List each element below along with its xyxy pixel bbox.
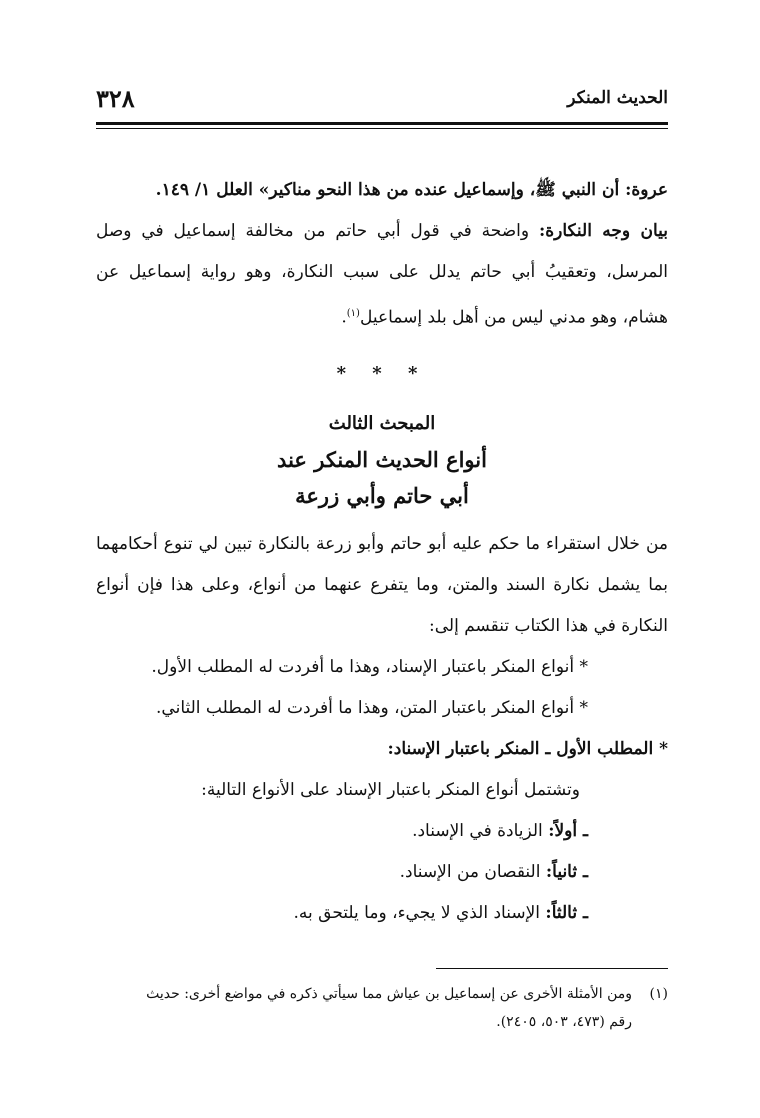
footnote-rule <box>436 968 668 969</box>
type-2-text: النقصان من الإسناد. <box>399 861 546 882</box>
footnote-ref[interactable]: (١) <box>346 308 360 319</box>
type-item-3 <box>96 893 668 934</box>
footnote-line1: ومن الأمثلة الأخرى عن إسماعيل بن عياش مما سيأتي ذكره في مواضع أخرى: حديث <box>146 986 632 1002</box>
footnotes <box>96 980 668 1036</box>
footnote-1 <box>96 980 668 1008</box>
nakara-paragraph <box>96 211 668 339</box>
intro-line: عروة: أن النبي ﷺ، وإسماعيل عنده من هذا النحو مناكير» العلل ١/ ١٤٩. <box>155 180 668 200</box>
type-item-2 <box>96 852 668 893</box>
section-separator: * * * <box>336 362 428 384</box>
header-rule-thick <box>96 122 668 125</box>
type-item-1 <box>96 811 668 852</box>
type-1-label: ـ أولاً: <box>548 820 588 841</box>
nakara-end: . <box>341 307 347 328</box>
types-intro: وتشتمل أنواع المنكر باعتبار الإسناد على الأنواع التالية: <box>201 779 580 800</box>
page-number: ٣٢٨ <box>96 84 135 113</box>
type-3-label: ـ ثالثاً: <box>545 902 588 923</box>
type-3-text: الإسناد الذي لا يجيء، وما يلتحق به. <box>293 902 546 923</box>
body-text <box>96 170 668 934</box>
header-rule-thin <box>96 128 668 129</box>
bullet-isnad: * أنواع المنكر باعتبار الإسناد، وهذا ما أفردت له المطلب الأول. <box>151 656 588 677</box>
section-heading-line1: المبحث الثالث <box>328 412 436 434</box>
subheading-first-matlab: * المطلب الأول ـ المنكر باعتبار الإسناد: <box>387 738 668 759</box>
section-heading <box>96 406 668 514</box>
bullet-matn: * أنواع المنكر باعتبار المتن، وهذا ما أفردت له المطلب الثاني. <box>156 697 588 718</box>
nakara-text: واضحة في قول أبي حاتم من مخالفة إسماعيل في وصل المرسل، وتعقيبُ أبي حاتم يدلل على سبب النكارة، وهو رواية إسماعيل عن هشام، وهو مدني ليس من أهل بلد إسماعيل <box>96 221 668 328</box>
book-page <box>96 0 668 1118</box>
running-title: الحديث المنكر <box>567 88 668 108</box>
intro-paragraph: من خلال استقراء ما حكم عليه أبو حاتم وأبو زرعة بالنكارة تبين لي تنوع أحكامهما بما يشمل نكارة السند والمتن، وما يتفرع عنهما من أنواع، وعلى هذا فإن أنواع النكارة في هذا الكتاب تنقسم إلى: <box>96 533 668 636</box>
footnote-line2: رقم (٤٧٣، ٥٠٣، ٢٤٠٥). <box>496 1014 632 1030</box>
type-1-text: الزيادة في الإسناد. <box>412 820 549 841</box>
section-heading-line3: أبي حاتم وأبي زرعة <box>295 482 469 508</box>
type-2-label: ـ ثانياً: <box>545 861 588 882</box>
section-heading-line2: أنواع الحديث المنكر عند <box>277 446 487 472</box>
footnote-number: (١) <box>649 986 668 1002</box>
running-header <box>96 84 668 120</box>
nakara-label: بيان وجه النكارة: <box>538 221 669 241</box>
